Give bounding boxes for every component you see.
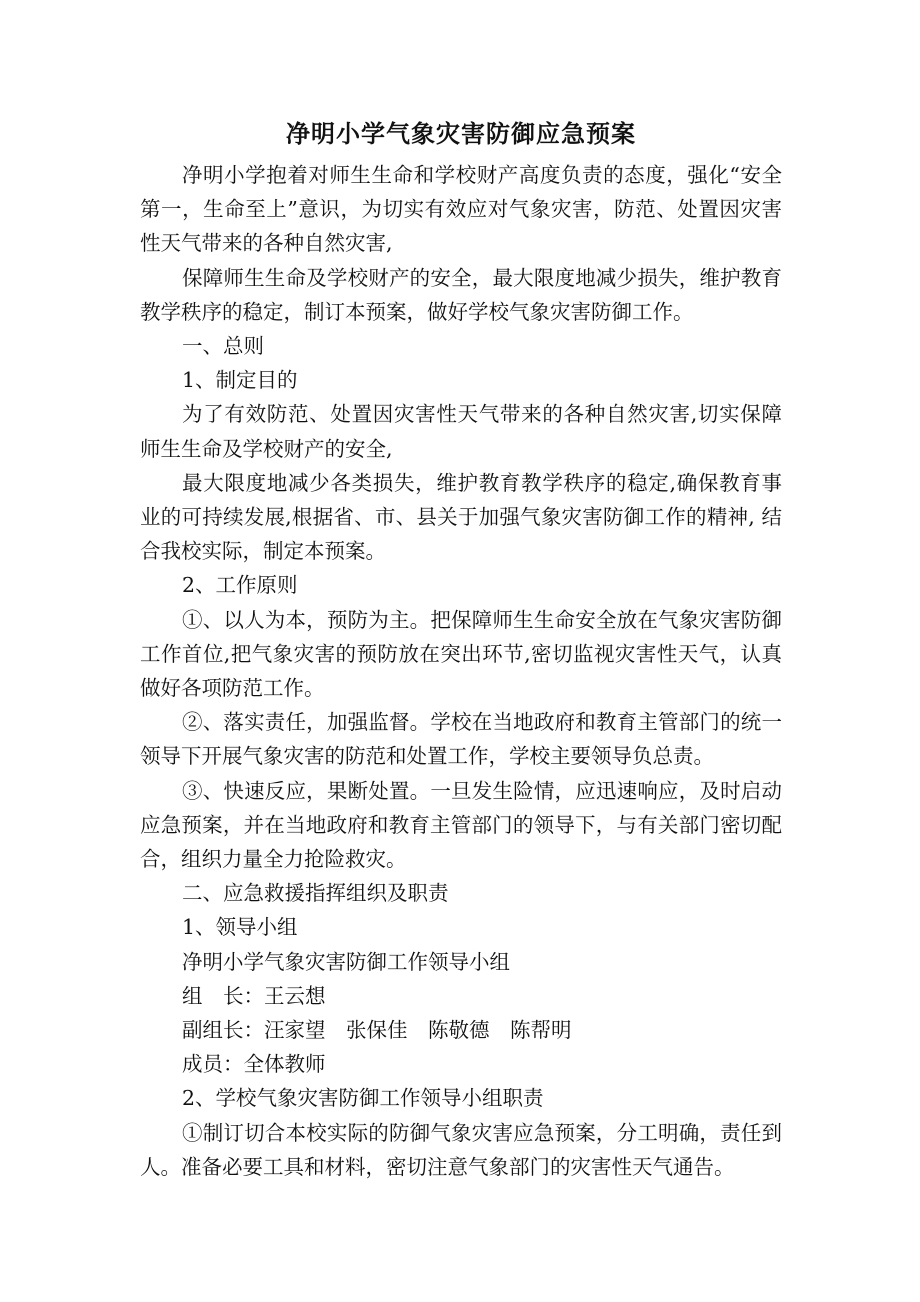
section-heading-organization: 二、应急救援指挥组织及职责 (182, 881, 449, 906)
subsection-heading-duties: 2、学校气象灾害防御工作领导小组职责 (182, 1086, 544, 1111)
paragraph-intro-1: 净明小学抱着对师生生命和学校财产高度负责的态度，强化“安全第一，生命至上”意识，为切实有效应对气象灾害，防范、处置因灾害性天气带来的各种自然灾害, (140, 163, 782, 256)
document-page (140, 112, 782, 1184)
section-heading-general: 一、总则 (182, 334, 264, 359)
paragraph-intro-2: 保障师生生命及学校财产的安全，最大限度地减少损失，维护教育教学秩序的稳定，制订本预案，做好学校气象灾害防御工作。 (140, 265, 782, 324)
document-title: 净明小学气象灾害防御应急预案 (286, 120, 636, 148)
document-body (140, 158, 782, 1184)
paragraph-members: 成员：全体教师 (182, 1052, 326, 1077)
paragraph-purpose-2: 最大限度地减少各类损失，维护教育教学秩序的稳定,确保教育事业的可持续发展,根据省、市、县关于加强气象灾害防御工作的精神, 结合我校实际，制定本预案。 (140, 470, 782, 564)
subsection-heading-purpose: 1、制定目的 (182, 368, 298, 393)
subsection-heading-principles: 2、工作原则 (182, 573, 298, 598)
paragraph-deputy-leaders: 副组长：汪家望 张保佳 陈敬德 陈帮明 (182, 1018, 572, 1043)
paragraph-principle-2: ②、落实责任，加强监督。学校在当地政府和教育主管部门的统一领导下开展气象灾害的防范和处置工作，学校主要领导负总责。 (140, 710, 782, 769)
paragraph-principle-3: ③、快速反应，果断处置。一旦发生险情，应迅速响应，及时启动应急预案，并在当地政府和教育主管部门的领导下，与有关部门密切配合，组织力量全力抢险救灾。 (140, 778, 782, 872)
paragraph-duty-1: ①制订切合本校实际的防御气象灾害应急预案，分工明确，责任到人。准备必要工具和材料，密切注意气象部门的灾害性天气通告。 (140, 1120, 782, 1179)
paragraph-group-leader: 组 长：王云想 (182, 983, 326, 1008)
paragraph-leadership-group: 净明小学气象灾害防御工作领导小组 (182, 949, 510, 974)
subsection-heading-leadership: 1、领导小组 (182, 915, 298, 940)
paragraph-purpose-1: 为了有效防范、处置因灾害性天气带来的各种自然灾害,切实保障师生生命及学校财产的安全, (140, 402, 782, 461)
paragraph-principle-1: ①、以人为本，预防为主。把保障师生生命安全放在气象灾害防御工作首位,把气象灾害的预防放在突出环节,密切监视灾害性天气，认真做好各项防范工作。 (140, 607, 782, 701)
